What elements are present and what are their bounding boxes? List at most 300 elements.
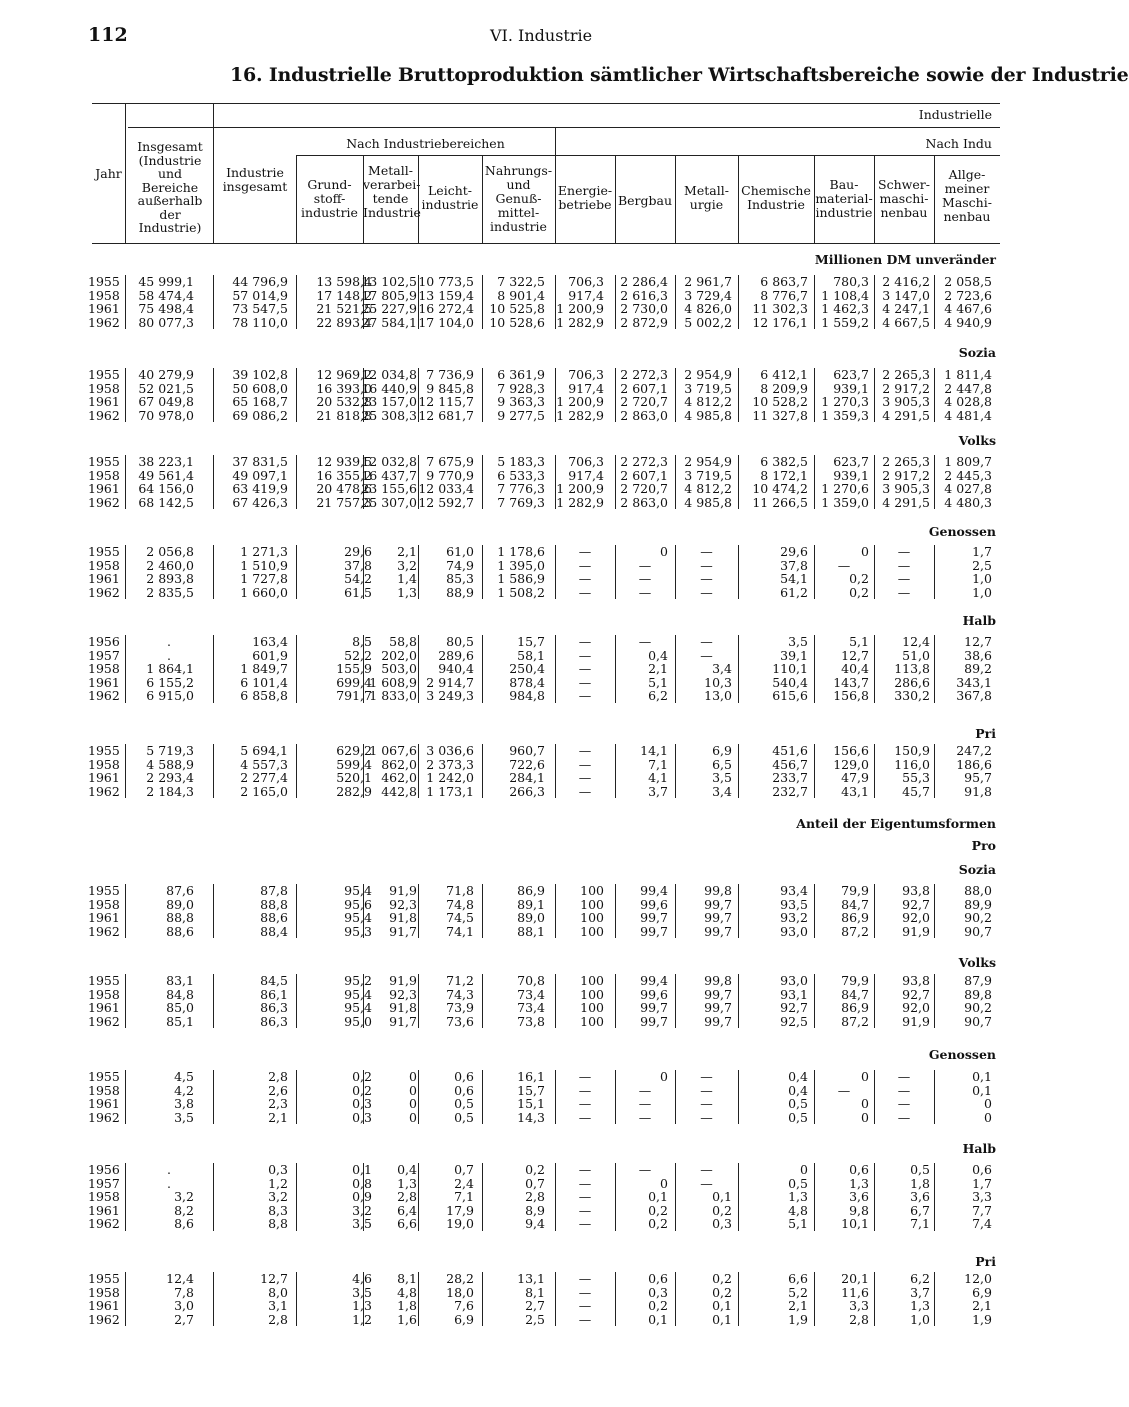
table-cell: 0,1 xyxy=(648,1311,668,1327)
table-cell: 0,2 xyxy=(648,1216,668,1232)
table-cell: 87,2 xyxy=(841,1013,869,1029)
section-label: Sozia xyxy=(958,862,996,877)
table-cell: 202,0 xyxy=(381,647,417,663)
header-zweig-5: industrie xyxy=(815,205,873,220)
table-cell: 10 773,5 xyxy=(418,274,474,289)
table-cell: 1,7 xyxy=(972,1175,992,1191)
table-cell: 2 720,7 xyxy=(620,394,668,410)
table-cell: 21 818,8 xyxy=(316,407,372,423)
table-cell: 4,6 xyxy=(352,1271,372,1286)
table-cell: 21 521,5 xyxy=(316,301,372,317)
table-cell: 0,2 xyxy=(352,1069,372,1084)
table-cell: 0 xyxy=(861,1109,869,1125)
table-cell: 9,4 xyxy=(525,1216,545,1232)
table-cell: 10 528,6 xyxy=(489,314,545,330)
table-cell: 247,2 xyxy=(956,743,992,758)
table-cell: 37 831,5 xyxy=(232,454,288,469)
header-industrie-insgesamt: insgesamt xyxy=(222,179,288,194)
table-cell: 2 720,7 xyxy=(620,481,668,497)
table-cell: — xyxy=(578,1202,592,1218)
table-cell: 44 796,9 xyxy=(232,274,288,289)
table-cell: 95,4 xyxy=(344,1000,372,1016)
table-cell: 71,8 xyxy=(446,883,474,898)
table-cell: 37,8 xyxy=(780,557,808,573)
table-cell: — xyxy=(578,1298,592,1314)
table-row-year: 1958 xyxy=(88,1284,120,1300)
table-cell: 25 308,3 xyxy=(361,407,417,423)
column-rule xyxy=(482,155,483,243)
table-row-year: 1958 xyxy=(88,287,120,303)
table-cell: 11 266,5 xyxy=(752,494,808,510)
table-cell: 100 xyxy=(580,973,604,988)
table-cell: 10,3 xyxy=(704,674,732,690)
table-cell: 2,7 xyxy=(525,1298,545,1314)
table-cell: 8,2 xyxy=(174,1202,194,1218)
table-cell: 4,2 xyxy=(174,1082,194,1098)
table-cell: 12 939,5 xyxy=(316,454,372,469)
table-cell: 2 265,3 xyxy=(882,367,930,382)
table-cell: 6 382,5 xyxy=(760,454,808,469)
table-cell: 89,8 xyxy=(964,986,992,1002)
table-cell: 284,1 xyxy=(509,770,545,786)
table-cell: 28,2 xyxy=(446,1271,474,1286)
table-cell: 0,1 xyxy=(972,1082,992,1098)
table-cell: 100 xyxy=(580,883,604,898)
table-cell: 186,6 xyxy=(956,756,992,772)
table-cell: 0,3 xyxy=(268,1162,288,1177)
table-cell: 8 172,1 xyxy=(760,467,808,483)
table-cell: 451,6 xyxy=(772,743,808,758)
header-bereich-2: verarbei- xyxy=(363,177,421,192)
header-top-rule xyxy=(92,103,1000,104)
header-bereich-1: stoff- xyxy=(313,191,346,206)
table-cell: 16 440,9 xyxy=(361,380,417,396)
column-rule xyxy=(814,155,815,243)
table-cell: 5 719,3 xyxy=(146,743,194,758)
table-cell: 39 102,8 xyxy=(232,367,288,382)
table-cell: 3 249,3 xyxy=(426,688,474,704)
table-cell: 92,0 xyxy=(902,910,930,926)
table-cell: 85,3 xyxy=(446,571,474,587)
table-cell: 2,4 xyxy=(454,1175,474,1191)
table-cell: . xyxy=(167,647,171,663)
table-cell: 86,9 xyxy=(841,1000,869,1016)
column-rule xyxy=(296,155,297,243)
table-cell: 699,4 xyxy=(336,674,372,690)
column-rule xyxy=(738,155,739,243)
header-zweig-7: nenbau xyxy=(943,209,991,224)
header-zweig-6: Schwer- xyxy=(878,177,930,192)
table-cell: 70,8 xyxy=(517,973,545,988)
table-cell: 4 291,5 xyxy=(882,494,930,510)
table-cell: 6,5 xyxy=(712,756,732,772)
table-cell: 12 681,7 xyxy=(418,407,474,423)
table-cell: 156,6 xyxy=(833,743,869,758)
table-cell: 984,8 xyxy=(509,688,545,704)
table-cell: 4 480,3 xyxy=(944,494,992,510)
table-cell: 2,8 xyxy=(268,1311,288,1327)
table-cell: 6,9 xyxy=(712,743,732,758)
table-row-year: 1962 xyxy=(88,494,120,510)
table-cell: 84,7 xyxy=(841,986,869,1002)
table-cell: 99,7 xyxy=(704,986,732,1002)
table-cell: 49 097,1 xyxy=(232,467,288,483)
table-cell: 0 xyxy=(409,1069,417,1084)
header-bottom-rule xyxy=(92,243,1000,244)
table-cell: 80,5 xyxy=(446,634,474,649)
table-cell: — xyxy=(578,647,592,663)
table-cell: 5,1 xyxy=(788,1216,808,1232)
table-cell: 0 xyxy=(984,1109,992,1125)
table-row-year: 1955 xyxy=(88,274,120,289)
table-cell: 3,5 xyxy=(788,634,808,649)
table-cell: 1 282,9 xyxy=(556,494,604,510)
table-cell: — xyxy=(700,544,713,559)
table-cell: 6 858,8 xyxy=(240,688,288,704)
table-cell: 0,3 xyxy=(648,1284,668,1300)
table-row-year: 1958 xyxy=(88,1189,120,1205)
table-cell: 1,2 xyxy=(268,1175,288,1191)
table-cell: 89,0 xyxy=(517,910,545,926)
table-cell: 4,8 xyxy=(397,1284,417,1300)
table-cell: 2,3 xyxy=(268,1096,288,1112)
table-cell: 8,6 xyxy=(174,1216,194,1232)
table-cell: — xyxy=(897,571,911,587)
table-cell: 2,5 xyxy=(525,1311,545,1327)
table-cell: 11 302,3 xyxy=(752,301,808,317)
table-cell: 27 584,1 xyxy=(361,314,417,330)
table-row-year: 1961 xyxy=(88,770,120,786)
table-cell: 0,2 xyxy=(525,1162,545,1177)
table-cell: 1 200,9 xyxy=(556,481,604,497)
table-cell: 40 279,9 xyxy=(138,367,194,382)
table-cell: — xyxy=(700,584,713,600)
table-cell: 4 985,8 xyxy=(684,407,732,423)
table-cell: 63 419,9 xyxy=(232,481,288,497)
table-cell: 73,9 xyxy=(446,1000,474,1016)
table-cell: 289,6 xyxy=(438,647,474,663)
table-cell: — xyxy=(897,544,911,559)
table-cell: — xyxy=(700,1082,713,1098)
table-cell: 91,9 xyxy=(389,883,417,898)
table-cell: 87,8 xyxy=(260,883,288,898)
table-cell: 2 954,9 xyxy=(684,367,732,382)
table-cell: — xyxy=(837,557,851,573)
table-cell: 1 067,6 xyxy=(369,743,417,758)
table-cell: — xyxy=(578,1162,592,1177)
table-cell: 3,3 xyxy=(849,1298,869,1314)
table-cell: 99,7 xyxy=(704,910,732,926)
table-cell: 6 863,7 xyxy=(760,274,808,289)
table-cell: 90,2 xyxy=(964,1000,992,1016)
table-cell: 73,8 xyxy=(517,1013,545,1029)
table-cell: 12,4 xyxy=(166,1271,194,1286)
table-cell: 629,2 xyxy=(336,743,372,758)
table-cell: 55,3 xyxy=(902,770,930,786)
table-cell: 13,0 xyxy=(704,688,732,704)
table-cell: 86,9 xyxy=(517,883,545,898)
table-cell: 11 327,8 xyxy=(752,407,808,423)
table-cell: 87,6 xyxy=(166,883,194,898)
table-cell: 623,7 xyxy=(833,454,869,469)
table-cell: 266,3 xyxy=(509,783,545,799)
table-cell: 2 460,0 xyxy=(146,557,194,573)
table-cell: 4 940,9 xyxy=(944,314,992,330)
table-row-year: 1958 xyxy=(88,557,120,573)
table-cell: 9,8 xyxy=(849,1202,869,1218)
table-cell: 83,1 xyxy=(166,973,194,988)
table-cell: 88,8 xyxy=(166,910,194,926)
table-cell: — xyxy=(578,1082,592,1098)
table-cell: — xyxy=(700,1109,713,1125)
table-cell: 74,1 xyxy=(446,923,474,939)
table-cell: 1 660,0 xyxy=(240,584,288,600)
table-cell: 862,0 xyxy=(381,756,417,772)
table-cell: 0,1 xyxy=(972,1069,992,1084)
header-bereiche-rule xyxy=(296,155,1000,156)
table-cell: 0,1 xyxy=(712,1311,732,1327)
table-cell: 8,1 xyxy=(397,1271,417,1286)
table-cell: — xyxy=(578,783,592,799)
table-cell: 20,1 xyxy=(841,1271,869,1286)
table-cell: 3 036,6 xyxy=(426,743,474,758)
table-cell: 68 142,5 xyxy=(138,494,194,510)
table-cell: 16,1 xyxy=(517,1069,545,1084)
table-cell: 780,3 xyxy=(833,274,869,289)
table-cell: 3,5 xyxy=(174,1109,194,1125)
table-cell: — xyxy=(897,1069,911,1084)
table-cell: 38 223,1 xyxy=(138,454,194,469)
table-cell: 4 812,2 xyxy=(684,481,732,497)
table-cell: 1 270,3 xyxy=(821,394,869,410)
table-cell: 0 xyxy=(409,1096,417,1112)
table-row-year: 1955 xyxy=(88,367,120,382)
table-cell: — xyxy=(638,557,652,573)
table-cell: 100 xyxy=(580,986,604,1002)
header-zweig-6: nenbau xyxy=(880,205,928,220)
table-cell: 57 014,9 xyxy=(232,287,288,303)
table-cell: 2,8 xyxy=(525,1189,545,1205)
table-cell: 1 559,2 xyxy=(821,314,869,330)
table-cell: 2 272,3 xyxy=(620,367,668,382)
table-cell: 4 027,8 xyxy=(944,481,992,497)
table-cell: 2,1 xyxy=(397,544,417,559)
table-cell: 2 863,0 xyxy=(620,494,668,510)
table-cell: 5 183,3 xyxy=(497,454,545,469)
table-cell: 601,9 xyxy=(252,647,288,663)
column-rule xyxy=(418,155,419,243)
table-cell: 5 694,1 xyxy=(240,743,288,758)
table-title: 16. Industrielle Bruttoproduktion sämtlicher Wirtschaftsbereiche sowie der Industrie xyxy=(230,64,1129,86)
table-cell: 3,6 xyxy=(910,1189,930,1205)
table-cell: — xyxy=(700,634,713,649)
table-cell: 2 607,1 xyxy=(620,380,668,396)
table-row-year: 1961 xyxy=(88,301,120,317)
table-cell: 2 058,5 xyxy=(944,274,992,289)
table-cell: 95,6 xyxy=(344,896,372,912)
table-row-year: 1957 xyxy=(88,647,120,663)
table-cell: — xyxy=(578,1271,592,1286)
table-cell: 722,6 xyxy=(509,756,545,772)
table-cell: 11,6 xyxy=(841,1284,869,1300)
table-cell: 156,8 xyxy=(833,688,869,704)
table-cell: 16 437,7 xyxy=(361,467,417,483)
table-cell: 10 474,2 xyxy=(752,481,808,497)
table-cell: 9 770,9 xyxy=(426,467,474,483)
table-cell: 1 833,0 xyxy=(369,688,417,704)
table-cell: 73,4 xyxy=(517,1000,545,1016)
table-cell: 10,1 xyxy=(841,1216,869,1232)
table-cell: 343,1 xyxy=(956,674,992,690)
table-cell: 6,4 xyxy=(397,1202,417,1218)
table-cell: 0,2 xyxy=(712,1271,732,1286)
table-cell: 99,8 xyxy=(704,883,732,898)
table-cell: 0,1 xyxy=(712,1298,732,1314)
table-row-year: 1961 xyxy=(88,674,120,690)
table-cell: 917,4 xyxy=(568,380,604,396)
table-cell: 8,8 xyxy=(268,1216,288,1232)
table-cell: 0 xyxy=(984,1096,992,1112)
table-cell: 0,7 xyxy=(525,1175,545,1191)
table-cell: 1,6 xyxy=(397,1311,417,1327)
table-cell: 233,7 xyxy=(772,770,808,786)
section-label: Pri xyxy=(975,726,996,741)
table-cell: — xyxy=(578,743,592,758)
table-cell: 3 905,3 xyxy=(882,394,930,410)
column-rule xyxy=(555,155,556,243)
table-cell: 2 961,7 xyxy=(684,274,732,289)
table-cell: — xyxy=(700,1096,713,1112)
table-cell: 4 588,9 xyxy=(146,756,194,772)
table-cell: 0,6 xyxy=(454,1069,474,1084)
table-cell: — xyxy=(638,571,652,587)
table-cell: 2 293,4 xyxy=(146,770,194,786)
table-cell: 78 110,0 xyxy=(232,314,288,330)
table-cell: 19,0 xyxy=(446,1216,474,1232)
table-cell: 87,2 xyxy=(841,923,869,939)
table-row-year: 1955 xyxy=(88,883,120,898)
table-cell: 29,6 xyxy=(780,544,808,559)
table-row-year: 1961 xyxy=(88,394,120,410)
header-nach-indu: Nach Indu xyxy=(925,136,992,151)
table-row-year: 1962 xyxy=(88,314,120,330)
table-cell: 91,8 xyxy=(964,783,992,799)
table-cell: 50 608,0 xyxy=(232,380,288,396)
table-cell: 29,6 xyxy=(344,544,372,559)
table-cell: 7,1 xyxy=(648,756,668,772)
table-cell: 80 077,3 xyxy=(138,314,194,330)
unit-label: Millionen DM unveränder xyxy=(814,252,996,267)
table-cell: 2 056,8 xyxy=(146,544,194,559)
table-row-year: 1958 xyxy=(88,896,120,912)
table-cell: 1 849,7 xyxy=(240,661,288,677)
table-cell: 3,3 xyxy=(972,1189,992,1205)
table-cell: 51,0 xyxy=(902,647,930,663)
table-cell: — xyxy=(837,1082,851,1098)
table-row-year: 1958 xyxy=(88,756,120,772)
table-cell: 940,4 xyxy=(438,661,474,677)
table-cell: 0,5 xyxy=(788,1109,808,1125)
table-cell: 2,1 xyxy=(268,1109,288,1125)
table-cell: — xyxy=(578,544,592,559)
table-cell: 1 282,9 xyxy=(556,407,604,423)
table-cell: 163,4 xyxy=(252,634,288,649)
header-bereich-1: industrie xyxy=(301,205,358,220)
table-cell: 129,0 xyxy=(833,756,869,772)
table-row-year: 1958 xyxy=(88,467,120,483)
table-row-year: 1955 xyxy=(88,544,120,559)
table-cell: 0,4 xyxy=(788,1082,808,1098)
table-cell: 91,7 xyxy=(389,1013,417,1029)
table-cell: 0 xyxy=(409,1082,417,1098)
table-cell: 95,0 xyxy=(344,1013,372,1029)
table-cell: 21 757,3 xyxy=(316,494,372,510)
table-cell: 8,9 xyxy=(525,1202,545,1218)
table-cell: 0 xyxy=(861,1069,869,1084)
table-cell: 2 954,9 xyxy=(684,454,732,469)
header-zweig-7: Maschi- xyxy=(942,195,992,210)
table-cell: 3,5 xyxy=(352,1216,372,1232)
table-row-year: 1956 xyxy=(88,634,120,649)
header-industrielle-rule xyxy=(128,127,1000,128)
table-cell: 73 547,5 xyxy=(232,301,288,317)
table-cell: 2,5 xyxy=(972,557,992,573)
table-cell: 0,5 xyxy=(910,1162,930,1177)
table-cell: 0,7 xyxy=(454,1162,474,1177)
table-row-year: 1958 xyxy=(88,380,120,396)
table-cell: 4,5 xyxy=(174,1069,194,1084)
table-cell: 2,8 xyxy=(268,1069,288,1084)
table-cell: 12,7 xyxy=(841,647,869,663)
table-cell: 17 104,0 xyxy=(418,314,474,330)
table-cell: 2 914,7 xyxy=(426,674,474,690)
table-cell: 0,3 xyxy=(712,1216,732,1232)
table-cell: 79,9 xyxy=(841,973,869,988)
table-cell: 939,1 xyxy=(833,380,869,396)
table-cell: 2,8 xyxy=(849,1311,869,1327)
table-cell: 2 723,6 xyxy=(944,287,992,303)
table-cell: 5,2 xyxy=(788,1284,808,1300)
section-label: Genossen xyxy=(928,1047,996,1062)
table-cell: 1,3 xyxy=(397,1175,417,1191)
table-cell: 90,2 xyxy=(964,910,992,926)
table-cell: 0,2 xyxy=(849,571,869,587)
table-cell: 4 481,4 xyxy=(944,407,992,423)
table-cell: 917,4 xyxy=(568,467,604,483)
column-rule xyxy=(934,155,935,243)
table-cell: 4 247,1 xyxy=(882,301,930,317)
table-cell: 45,7 xyxy=(902,783,930,799)
table-cell: 65 168,7 xyxy=(232,394,288,410)
table-cell: 99,4 xyxy=(640,883,668,898)
table-cell: — xyxy=(897,1096,911,1112)
table-cell: — xyxy=(638,634,652,649)
table-cell: 88,9 xyxy=(446,584,474,600)
table-cell: 0,5 xyxy=(788,1175,808,1191)
table-cell: 1 811,4 xyxy=(944,367,992,382)
table-cell: 95,4 xyxy=(344,986,372,1002)
table-row-year: 1958 xyxy=(88,986,120,1002)
table-cell: — xyxy=(578,756,592,772)
table-row-year: 1962 xyxy=(88,923,120,939)
table-cell: 74,5 xyxy=(446,910,474,926)
table-cell: 86,1 xyxy=(260,986,288,1002)
table-row-year: 1962 xyxy=(88,688,120,704)
table-row-year: 1962 xyxy=(88,783,120,799)
table-cell: 9 363,3 xyxy=(497,394,545,410)
table-cell: 0 xyxy=(800,1162,808,1177)
table-cell: 0,2 xyxy=(712,1202,732,1218)
